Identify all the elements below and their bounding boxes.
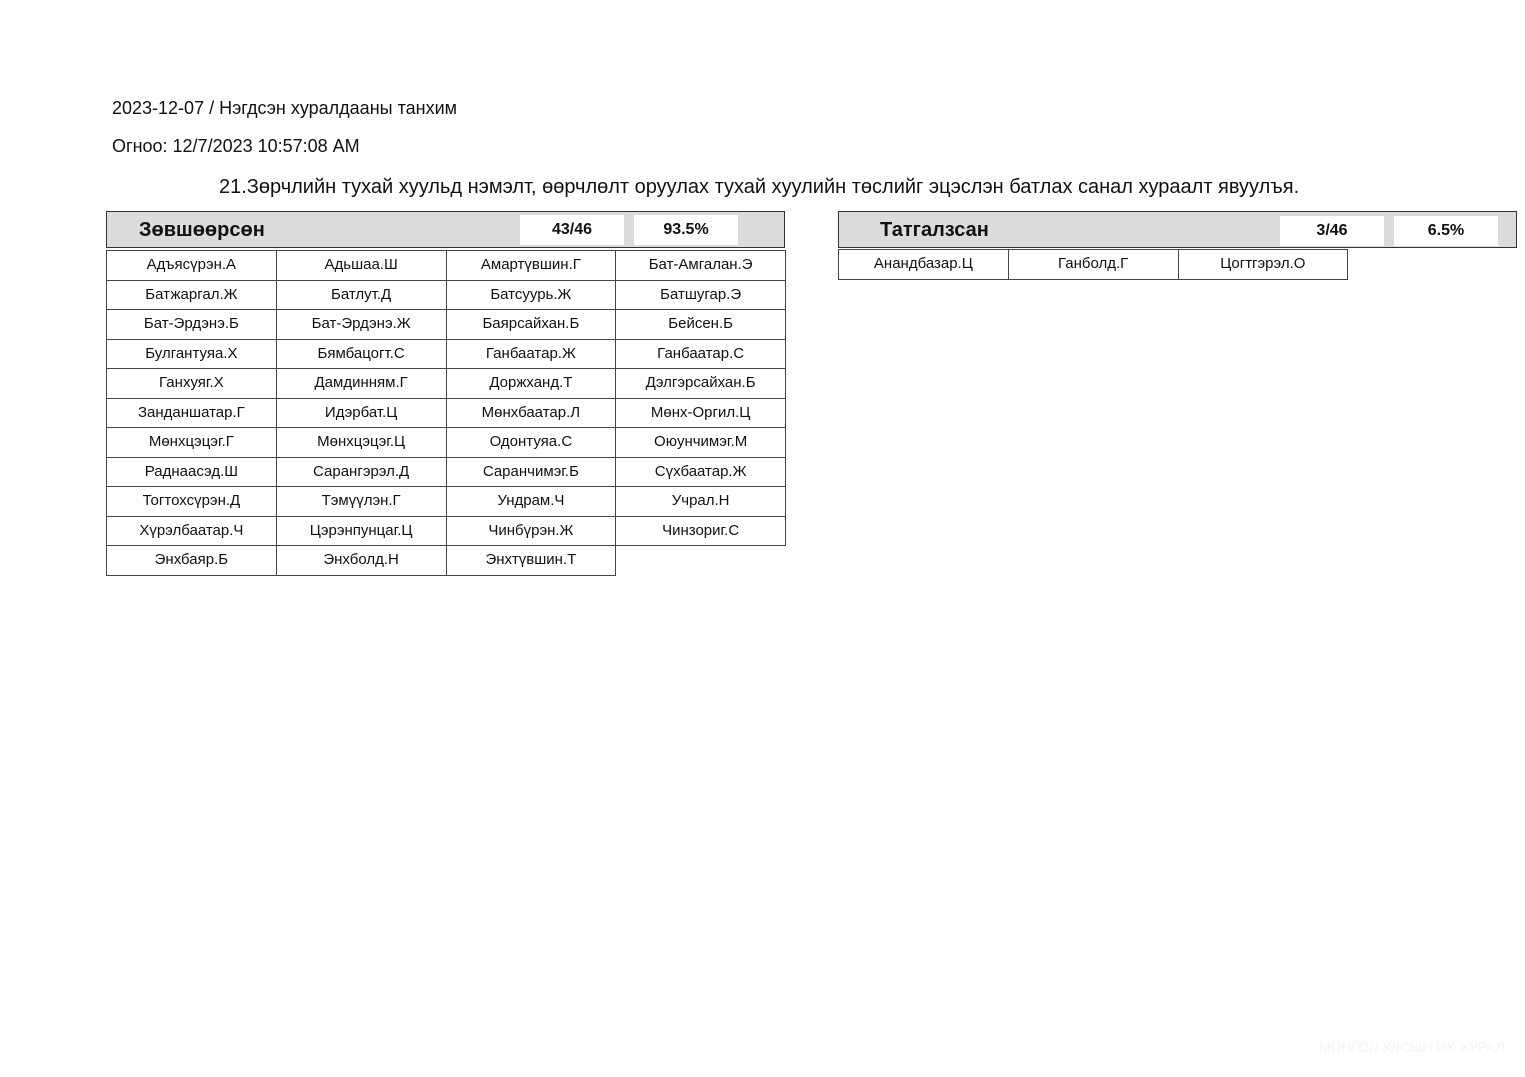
approved-percent: 93.5% xyxy=(634,215,738,245)
member-name-cell: Батлут.Д xyxy=(276,280,447,311)
member-name-cell: Занданшатар.Г xyxy=(106,398,277,429)
watermark: МОНГОЛ УЛСЫН ИХ ХУРАЛ xyxy=(1318,1039,1505,1055)
member-name-cell: Тогтохсүрэн.Д xyxy=(106,486,277,517)
approved-names-grid xyxy=(106,250,785,575)
member-name-cell: Мөнх-Оргил.Ц xyxy=(615,398,786,429)
member-name-cell: Мөнхцэцэг.Г xyxy=(106,427,277,458)
rejected-block xyxy=(838,211,1517,279)
approved-block xyxy=(106,211,785,575)
member-name-cell: Энхболд.Н xyxy=(276,545,447,576)
member-name-cell: Бямбацогт.С xyxy=(276,339,447,370)
vote-question: 21.Зөрчлийн тухай хуульд нэмэлт, өөрчлөлт оруулах тухай хуулийн төслийг эцэслэн батлах санал хураалт явуулъя. xyxy=(219,176,1300,198)
member-name-cell: Одонтуяа.С xyxy=(446,427,617,458)
member-name-cell: Сарангэрэл.Д xyxy=(276,457,447,488)
member-name-cell: Ундрам.Ч xyxy=(446,486,617,517)
member-name-cell: Тэмүүлэн.Г xyxy=(276,486,447,517)
member-name-cell: Батсуурь.Ж xyxy=(446,280,617,311)
member-name-cell: Доржханд.Т xyxy=(446,368,617,399)
member-name-cell: Чинбүрэн.Ж xyxy=(446,516,617,547)
rejected-title: Татгалзсан xyxy=(880,219,989,241)
rejected-percent: 6.5% xyxy=(1394,216,1498,246)
member-name-cell: Цэрэнпунцаг.Ц xyxy=(276,516,447,547)
member-name-cell: Анандбазар.Ц xyxy=(838,249,1009,280)
member-name-cell: Бейсен.Б xyxy=(615,309,786,340)
member-name-cell: Хүрэлбаатар.Ч xyxy=(106,516,277,547)
member-name-cell: Идэрбат.Ц xyxy=(276,398,447,429)
member-name-cell: Баярсайхан.Б xyxy=(446,309,617,340)
member-name-cell: Сүхбаатар.Ж xyxy=(615,457,786,488)
session-line: 2023-12-07 / Нэгдсэн хуралдааны танхим xyxy=(112,98,457,118)
member-name-cell: Амартүвшин.Г xyxy=(446,250,617,281)
member-name-cell: Бат-Эрдэнэ.Ж xyxy=(276,309,447,340)
approved-header xyxy=(106,211,785,248)
member-name-cell: Учрал.Н xyxy=(615,486,786,517)
member-name-cell: Ганбаатар.Ж xyxy=(446,339,617,370)
member-name-cell: Мөнхцэцэг.Ц xyxy=(276,427,447,458)
member-name-cell: Батшугар.Э xyxy=(615,280,786,311)
member-name-cell: Саранчимэг.Б xyxy=(446,457,617,488)
member-name-cell: Мөнхбаатар.Л xyxy=(446,398,617,429)
member-name-cell: Оюунчимэг.М xyxy=(615,427,786,458)
approved-count: 43/46 xyxy=(520,215,624,245)
member-name-cell: Дэлгэрсайхан.Б xyxy=(615,368,786,399)
member-name-cell: Булгантуяа.Х xyxy=(106,339,277,370)
member-name-cell: Ганболд.Г xyxy=(1008,249,1179,280)
member-name-cell: Чинзориг.С xyxy=(615,516,786,547)
member-name-cell: Адъясүрэн.А xyxy=(106,250,277,281)
member-name-cell: Энхтүвшин.Т xyxy=(446,545,617,576)
date-line: Огноо: 12/7/2023 10:57:08 AM xyxy=(112,136,360,156)
member-name-cell: Раднаасэд.Ш xyxy=(106,457,277,488)
member-name-cell: Ганхуяг.Х xyxy=(106,368,277,399)
member-name-cell: Ганбаатар.С xyxy=(615,339,786,370)
member-name-cell: Энхбаяр.Б xyxy=(106,545,277,576)
member-name-cell: Цогтгэрэл.О xyxy=(1178,249,1349,280)
rejected-header xyxy=(838,211,1517,248)
member-name-cell: Дамдинням.Г xyxy=(276,368,447,399)
rejected-count: 3/46 xyxy=(1280,216,1384,246)
member-name-cell: Бат-Амгалан.Э xyxy=(615,250,786,281)
member-name-cell: Бат-Эрдэнэ.Б xyxy=(106,309,277,340)
approved-title: Зөвшөөрсөн xyxy=(139,219,265,241)
member-name-cell: Адьшаа.Ш xyxy=(276,250,447,281)
rejected-names-grid xyxy=(838,249,1517,279)
member-name-cell: Батжаргал.Ж xyxy=(106,280,277,311)
